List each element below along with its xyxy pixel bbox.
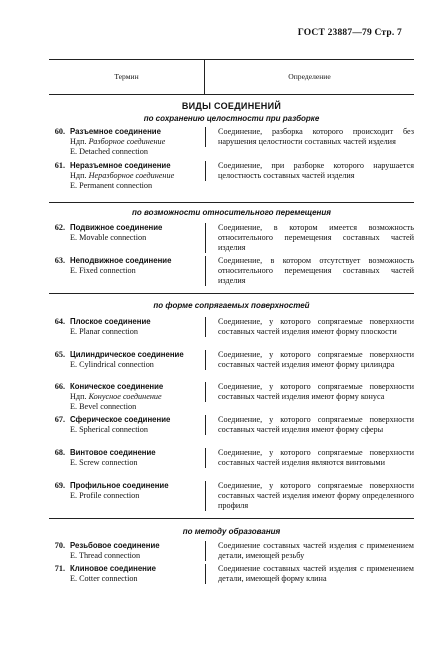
table-header	[49, 59, 414, 95]
term-cell	[70, 415, 205, 435]
term-name: Винтовое соединение	[70, 448, 156, 457]
entry-number: 69.	[54, 481, 65, 490]
term-cell	[70, 350, 205, 370]
entry-number: 65.	[54, 350, 65, 359]
term-synonym: Ндп. Неразборное соединение	[70, 171, 175, 180]
term-name: Неподвижное соединение	[70, 256, 172, 265]
term-name: Коническое соединение	[70, 382, 164, 391]
page-header: ГОСТ 23887—79 Стр. 7	[297, 28, 402, 38]
term-english: E. Screw connection	[70, 458, 138, 467]
entry-number: 66.	[54, 382, 65, 391]
term-name: Плоское соединение	[70, 317, 151, 326]
term-cell	[70, 256, 205, 276]
definition: Соединение, у которого сопрягаемые поверхности составных частей изделия имеют форму конуса	[205, 382, 414, 402]
term-english: E. Cylindrical connection	[70, 360, 154, 369]
term-name: Неразъемное соединение	[70, 161, 171, 170]
definition-column-header: Определение	[288, 72, 331, 81]
term-cell	[70, 541, 205, 561]
term-cell	[70, 481, 205, 501]
section-divider	[49, 202, 414, 203]
term-cell	[70, 564, 205, 584]
term-english: E. Detached connection	[70, 147, 148, 156]
term-column-header: Термин	[114, 72, 139, 81]
definition: Соединение, в котором отсутствует возможность относительного перемещения составных частей изделия	[205, 256, 414, 286]
term-synonym: Ндп. Разборное соединение	[70, 137, 166, 146]
term-english: E. Bevel connection	[70, 402, 137, 411]
entry-number: 64.	[54, 317, 65, 326]
term-english: E. Spherical connection	[70, 425, 148, 434]
term-synonym: Ндп. Конусное соединение	[70, 392, 162, 401]
entry-number: 71.	[54, 564, 65, 573]
term-cell	[70, 223, 205, 243]
entry-number: 62.	[54, 223, 65, 232]
section-title: по сохранению целостности при разборке	[143, 114, 320, 123]
term-name: Подвижное соединение	[70, 223, 163, 232]
entry-number: 61.	[54, 161, 65, 170]
term-english: E. Permanent connection	[70, 181, 153, 190]
section-divider	[49, 518, 414, 519]
definition: Соединение, в котором имеется возможность относительного перемещения составных частей изделия	[205, 223, 414, 253]
definition: Соединение, у которого сопрягаемые поверхности составных частей изделия являются винтовыми	[205, 448, 414, 468]
definition: Соединение, у которого сопрягаемые поверхности составных частей изделия имеют форму цилиндра	[205, 350, 414, 370]
term-english: E. Movable connection	[70, 233, 147, 242]
definition: Соединение, у которого сопрягаемые поверхности составных частей изделия имеют форму определенного профиля	[205, 481, 414, 511]
term-name: Клиновое соединение	[70, 564, 156, 573]
entry-number: 70.	[54, 541, 65, 550]
term-cell	[70, 382, 205, 412]
definition: Соединение составных частей изделия с применением детали, имеющей форму клина	[205, 564, 414, 584]
entry-number: 68.	[54, 448, 65, 457]
term-english: E. Planar connection	[70, 327, 138, 336]
section-divider	[49, 293, 414, 294]
definition: Соединение, у которого сопрягаемые поверхности составных частей изделия имеют форму плоскости	[205, 317, 414, 337]
term-cell	[70, 317, 205, 337]
definition: Соединение, разборка которого происходит без нарушения целостности составных частей изделия	[205, 127, 414, 147]
term-name: Резьбовое соединение	[70, 541, 160, 550]
term-name: Профильное соединение	[70, 481, 169, 490]
definition: Соединение, у которого сопрягаемые поверхности составных частей изделия имеют форму сферы	[205, 415, 414, 435]
term-english: E. Thread connection	[70, 551, 141, 560]
definition: Соединение, при разборке которого нарушается целостность составных частей изделия	[205, 161, 414, 181]
main-title: ВИДЫ СОЕДИНЕНИЙ	[181, 101, 282, 111]
term-name: Сферическое соединение	[70, 415, 171, 424]
term-english: E. Profile connection	[70, 491, 140, 500]
term-cell	[70, 161, 205, 191]
entry-number: 63.	[54, 256, 65, 265]
term-cell	[70, 127, 205, 157]
definition: Соединение составных частей изделия с применением детали, имеющей резьбу	[205, 541, 414, 561]
term-name: Разъемное соединение	[70, 127, 161, 136]
term-english: E. Fixed connection	[70, 266, 136, 275]
section-title: по возможности относительного перемещения	[132, 208, 331, 217]
term-english: E. Cotter connection	[70, 574, 138, 583]
section-title: по форме сопрягаемых поверхностей	[153, 301, 310, 310]
entry-number: 60.	[54, 127, 65, 136]
entry-number: 67.	[54, 415, 65, 424]
term-name: Цилиндрическое соединение	[70, 350, 184, 359]
term-cell	[70, 448, 205, 468]
section-title: по методу образования	[182, 527, 281, 536]
